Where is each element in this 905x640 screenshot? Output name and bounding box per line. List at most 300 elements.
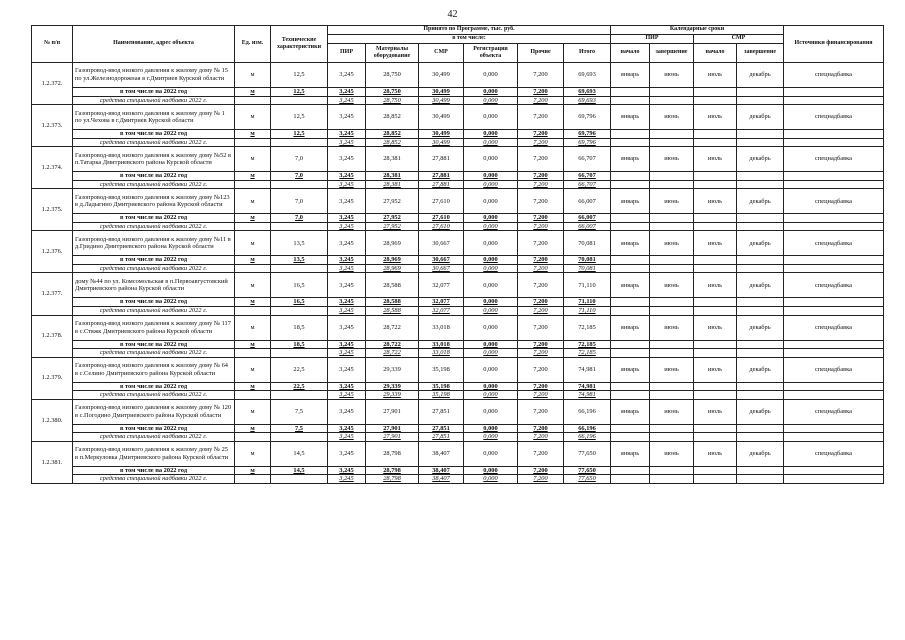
table-row — [32, 147, 884, 172]
pir-end-header: завершение — [650, 44, 694, 63]
other-cell: 7,200 — [518, 138, 564, 147]
unit-cell: м — [235, 382, 271, 391]
year-label: в том числе на 2022 год — [73, 172, 235, 181]
pir-end-cell: июнь — [650, 357, 694, 382]
surcharge-row — [32, 433, 884, 442]
mat-cell: 28,852 — [366, 130, 419, 139]
smr-cell: 27,610 — [419, 214, 464, 223]
smr-start-cell: июль — [694, 63, 737, 88]
other-cell: 7,200 — [518, 180, 564, 189]
mat-cell: 28,969 — [366, 264, 419, 273]
unit-cell: м — [235, 315, 271, 340]
pir-start-cell: январь — [611, 63, 650, 88]
mat-cell: 27,901 — [366, 424, 419, 433]
unit-cell: м — [235, 231, 271, 256]
pir-cell: 3,245 — [328, 256, 366, 265]
object-name: Газопровод-ввод низкого давления к жилому дому №52 в п.Татарка Дмитриевского района Курской области — [73, 147, 235, 172]
smr-end-cell: декабрь — [737, 231, 784, 256]
unit-cell: м — [235, 256, 271, 265]
smr-end-cell: декабрь — [737, 273, 784, 298]
total-cell: 70,081 — [564, 231, 611, 256]
table-row — [32, 105, 884, 130]
total-cell: 66,196 — [564, 399, 611, 424]
smr-cell: 35,198 — [419, 391, 464, 400]
total-cell: 66,707 — [564, 147, 611, 172]
object-name: Газопровод-ввод низкого давления к жилому дому № 1 по ул.Чехова в г.Дмитриев Курской области — [73, 105, 235, 130]
reg-cell: 0,000 — [464, 147, 518, 172]
smr-start-cell: июль — [694, 273, 737, 298]
total-cell: 66,007 — [564, 214, 611, 223]
source-cell: спецнадбавка — [784, 315, 884, 340]
other-cell: 7,200 — [518, 307, 564, 316]
smr-start-cell: июль — [694, 357, 737, 382]
pir-start-cell: январь — [611, 399, 650, 424]
pir-cell: 3,245 — [328, 264, 366, 273]
pir-start-cell: январь — [611, 315, 650, 340]
total-cell: 69,796 — [564, 105, 611, 130]
smr-cell: 30,667 — [419, 256, 464, 265]
smr-cell: 33,018 — [419, 340, 464, 349]
reg-cell: 0,000 — [464, 273, 518, 298]
reg-cell: 0,000 — [464, 441, 518, 466]
other-cell: 7,200 — [518, 357, 564, 382]
tech-cell: 13,5 — [271, 256, 328, 265]
smr-cell: 38,407 — [419, 466, 464, 475]
col-sources-header: Источники финансирования — [784, 26, 884, 63]
mat-cell: 27,901 — [366, 433, 419, 442]
tech-cell: 14,5 — [271, 466, 328, 475]
unit-cell: м — [235, 189, 271, 214]
mat-cell: 28,722 — [366, 315, 419, 340]
total-cell: 71,110 — [564, 273, 611, 298]
other-cell: 7,200 — [518, 189, 564, 214]
surcharge-label: средства специальной надбавки 2022 г. — [73, 222, 235, 231]
reg-cell: 0,000 — [464, 433, 518, 442]
reg-cell: 0,000 — [464, 231, 518, 256]
tech-cell: 22,5 — [271, 382, 328, 391]
tech-cell: 12,5 — [271, 88, 328, 97]
smr-end-cell: декабрь — [737, 315, 784, 340]
col-unit-header: Ед. изм. — [235, 26, 271, 63]
pir-cell: 3,245 — [328, 63, 366, 88]
total-cell: 74,981 — [564, 357, 611, 382]
other-cell: 7,200 — [518, 172, 564, 181]
other-cell: 7,200 — [518, 88, 564, 97]
year-label: в том числе на 2022 год — [73, 298, 235, 307]
total-cell: 77,650 — [564, 466, 611, 475]
row-number: 1.2.372. — [32, 63, 73, 105]
smr-start-cell: июль — [694, 189, 737, 214]
reg-cell: 0,000 — [464, 349, 518, 358]
total-cell: 77,650 — [564, 475, 611, 484]
pir-end-cell: июнь — [650, 231, 694, 256]
other-cell: 7,200 — [518, 130, 564, 139]
pir-cell: 3,245 — [328, 88, 366, 97]
table-body — [32, 63, 884, 484]
surcharge-label: средства специальной надбавки 2022 г. — [73, 96, 235, 105]
smr-end-cell: декабрь — [737, 105, 784, 130]
pir-cell: 3,245 — [328, 214, 366, 223]
total-cell: 72,185 — [564, 315, 611, 340]
total-cell: 74,981 — [564, 391, 611, 400]
pir-cell: 3,245 — [328, 138, 366, 147]
smr-cell: 32,077 — [419, 273, 464, 298]
smr-cell: 27,881 — [419, 147, 464, 172]
smr-cell: 27,851 — [419, 424, 464, 433]
tech-cell: 12,5 — [271, 105, 328, 130]
total-cell: 71,110 — [564, 307, 611, 316]
year-label: в том числе на 2022 год — [73, 256, 235, 265]
smr-cell: 32,077 — [419, 307, 464, 316]
other-cell: 7,200 — [518, 147, 564, 172]
tech-cell: 7,0 — [271, 147, 328, 172]
pir-cell: 3,245 — [328, 130, 366, 139]
smr-end-cell: декабрь — [737, 357, 784, 382]
reg-cell: 0,000 — [464, 189, 518, 214]
smr-cell: 27,881 — [419, 180, 464, 189]
surcharge-row — [32, 391, 884, 400]
mat-cell: 29,339 — [366, 382, 419, 391]
pir-cell: 3,245 — [328, 466, 366, 475]
other-cell: 7,200 — [518, 433, 564, 442]
reg-cell: 0,000 — [464, 399, 518, 424]
tech-cell: 22,5 — [271, 357, 328, 382]
unit-cell: м — [235, 298, 271, 307]
pir-end-cell: июнь — [650, 273, 694, 298]
row-number: 1.2.378. — [32, 315, 73, 357]
accepted-header: Принято по Программе, тыс. руб. — [328, 26, 611, 35]
smr-end-cell: декабрь — [737, 63, 784, 88]
total-cell: 66,707 — [564, 180, 611, 189]
other-cell: 7,200 — [518, 214, 564, 223]
other-cell: 7,200 — [518, 264, 564, 273]
reg-cell: 0,000 — [464, 391, 518, 400]
total-cell: 66,707 — [564, 172, 611, 181]
mat-cell: 27,952 — [366, 189, 419, 214]
total-cell: 72,185 — [564, 340, 611, 349]
reg-cell: 0,000 — [464, 130, 518, 139]
incl-header: в том числе: — [328, 35, 611, 44]
pir-end-cell: июнь — [650, 441, 694, 466]
year-subtotal-row — [32, 88, 884, 97]
tech-cell: 12,5 — [271, 63, 328, 88]
other-cell: 7,200 — [518, 222, 564, 231]
smr-cell: 38,407 — [419, 441, 464, 466]
object-name: Газопровод-ввод низкого давления к жилому дому № 25 в п.Меркуловка Дмитриевского района Курской области — [73, 441, 235, 466]
mat-cell: 28,722 — [366, 349, 419, 358]
pir-cell: 3,245 — [328, 105, 366, 130]
pir-start-cell: январь — [611, 189, 650, 214]
object-name: Газопровод-ввод низкого давления к жилому дому № 64 в с.Селино Дмитриевского района Курской области — [73, 357, 235, 382]
pir-end-cell: июнь — [650, 315, 694, 340]
surcharge-row — [32, 222, 884, 231]
source-cell: спецнадбавка — [784, 441, 884, 466]
smr-end-cell: декабрь — [737, 441, 784, 466]
year-label: в том числе на 2022 год — [73, 340, 235, 349]
pir-cell: 3,245 — [328, 189, 366, 214]
reg-cell: 0,000 — [464, 214, 518, 223]
pir-start-cell: январь — [611, 273, 650, 298]
col-registration-header: Регистрация объекта — [464, 44, 518, 63]
cal-pir-header: ПИР — [611, 35, 694, 44]
pir-cell: 3,245 — [328, 340, 366, 349]
tech-cell: 16,5 — [271, 273, 328, 298]
pir-cell: 3,245 — [328, 424, 366, 433]
other-cell: 7,200 — [518, 466, 564, 475]
mat-cell: 28,798 — [366, 475, 419, 484]
mat-cell: 28,722 — [366, 340, 419, 349]
other-cell: 7,200 — [518, 349, 564, 358]
object-name: дому №44 по ул. Комсомольская в п.Первоавгустовский Дмитриевского района Курской области — [73, 273, 235, 298]
mat-cell: 28,969 — [366, 256, 419, 265]
smr-cell: 30,499 — [419, 138, 464, 147]
tech-cell: 13,5 — [271, 231, 328, 256]
total-cell: 66,196 — [564, 424, 611, 433]
unit-cell: м — [235, 88, 271, 97]
reg-cell: 0,000 — [464, 340, 518, 349]
smr-cell: 38,407 — [419, 475, 464, 484]
mat-cell: 28,798 — [366, 441, 419, 466]
calendar-header: Календарные сроки — [611, 26, 784, 35]
smr-cell: 30,499 — [419, 105, 464, 130]
col-tech-header: Технические характеристики — [271, 26, 328, 63]
year-label: в том числе на 2022 год — [73, 88, 235, 97]
smr-cell: 30,499 — [419, 130, 464, 139]
total-cell: 66,007 — [564, 222, 611, 231]
tech-cell: 18,5 — [271, 340, 328, 349]
pir-start-cell: январь — [611, 231, 650, 256]
total-cell: 69,693 — [564, 63, 611, 88]
pir-cell: 3,245 — [328, 441, 366, 466]
table-header — [32, 26, 884, 63]
row-number: 1.2.380. — [32, 399, 73, 441]
reg-cell: 0,000 — [464, 475, 518, 484]
pir-cell: 3,245 — [328, 172, 366, 181]
other-cell: 7,200 — [518, 399, 564, 424]
total-cell: 69,796 — [564, 138, 611, 147]
surcharge-row — [32, 264, 884, 273]
source-cell: спецнадбавка — [784, 399, 884, 424]
reg-cell: 0,000 — [464, 298, 518, 307]
table-row — [32, 357, 884, 382]
smr-start-cell: июль — [694, 399, 737, 424]
unit-cell: м — [235, 399, 271, 424]
reg-cell: 0,000 — [464, 264, 518, 273]
pir-cell: 3,245 — [328, 433, 366, 442]
pir-end-cell: июнь — [650, 147, 694, 172]
reg-cell: 0,000 — [464, 180, 518, 189]
tech-cell: 7,0 — [271, 214, 328, 223]
year-label: в том числе на 2022 год — [73, 382, 235, 391]
object-name: Газопровод-ввод низкого давления к жилому дому № 117 в с.Стяжк Дмитриевского района Курской области — [73, 315, 235, 340]
surcharge-row — [32, 138, 884, 147]
smr-start-cell: июль — [694, 231, 737, 256]
surcharge-label: средства специальной надбавки 2022 г. — [73, 349, 235, 358]
col-total-header: Итого — [564, 44, 611, 63]
surcharge-row — [32, 180, 884, 189]
table-row — [32, 231, 884, 256]
other-cell: 7,200 — [518, 424, 564, 433]
object-name: Газопровод-ввод низкого давления к жилому дому №11 в д.Гридино Дмитриевского района Курской области — [73, 231, 235, 256]
total-cell: 70,081 — [564, 264, 611, 273]
pir-start-header: начало — [611, 44, 650, 63]
pir-cell: 3,245 — [328, 231, 366, 256]
smr-cell: 35,198 — [419, 382, 464, 391]
tech-cell: 7,5 — [271, 424, 328, 433]
total-cell: 66,007 — [564, 189, 611, 214]
source-cell: спецнадбавка — [784, 273, 884, 298]
mat-cell: 27,952 — [366, 214, 419, 223]
object-name: Газопровод-ввод низкого давления к жилому дому № 15 по ул.Железнодорожная в г.Дмитриев Курской области — [73, 63, 235, 88]
source-cell: спецнадбавка — [784, 231, 884, 256]
total-cell: 74,981 — [564, 382, 611, 391]
pir-cell: 3,245 — [328, 475, 366, 484]
program-table — [31, 25, 884, 484]
table-row — [32, 399, 884, 424]
year-subtotal-row — [32, 172, 884, 181]
smr-cell: 32,077 — [419, 298, 464, 307]
smr-cell: 30,667 — [419, 264, 464, 273]
smr-end-cell: декабрь — [737, 147, 784, 172]
surcharge-label: средства специальной надбавки 2022 г. — [73, 264, 235, 273]
tech-cell: 7,0 — [271, 172, 328, 181]
mat-cell: 28,588 — [366, 298, 419, 307]
total-cell: 70,081 — [564, 256, 611, 265]
other-cell: 7,200 — [518, 63, 564, 88]
mat-cell: 28,852 — [366, 105, 419, 130]
reg-cell: 0,000 — [464, 307, 518, 316]
other-cell: 7,200 — [518, 441, 564, 466]
unit-cell: м — [235, 172, 271, 181]
mat-cell: 27,952 — [366, 222, 419, 231]
pir-cell: 3,245 — [328, 96, 366, 105]
smr-cell: 27,851 — [419, 433, 464, 442]
year-subtotal-row — [32, 424, 884, 433]
reg-cell: 0,000 — [464, 88, 518, 97]
total-cell: 72,185 — [564, 349, 611, 358]
other-cell: 7,200 — [518, 391, 564, 400]
pir-cell: 3,245 — [328, 315, 366, 340]
surcharge-label: средства специальной надбавки 2022 г. — [73, 138, 235, 147]
pir-start-cell: январь — [611, 147, 650, 172]
surcharge-label: средства специальной надбавки 2022 г. — [73, 475, 235, 484]
reg-cell: 0,000 — [464, 138, 518, 147]
smr-end-cell: декабрь — [737, 399, 784, 424]
pir-end-cell: июнь — [650, 399, 694, 424]
total-cell: 71,110 — [564, 298, 611, 307]
smr-cell: 27,610 — [419, 222, 464, 231]
mat-cell: 28,750 — [366, 88, 419, 97]
smr-cell: 33,018 — [419, 315, 464, 340]
year-label: в том числе на 2022 год — [73, 130, 235, 139]
tech-cell: 18,5 — [271, 315, 328, 340]
year-subtotal-row — [32, 256, 884, 265]
pir-cell: 3,245 — [328, 307, 366, 316]
reg-cell: 0,000 — [464, 63, 518, 88]
row-number: 1.2.376. — [32, 231, 73, 273]
page-number: 42 — [447, 9, 458, 20]
smr-end-cell: декабрь — [737, 189, 784, 214]
smr-end-header: завершение — [737, 44, 784, 63]
total-cell: 66,196 — [564, 433, 611, 442]
reg-cell: 0,000 — [464, 256, 518, 265]
year-subtotal-row — [32, 340, 884, 349]
tech-cell: 16,5 — [271, 298, 328, 307]
row-number: 1.2.377. — [32, 273, 73, 315]
row-number: 1.2.373. — [32, 105, 73, 147]
pir-end-cell: июнь — [650, 105, 694, 130]
col-smr-header: СМР — [419, 44, 464, 63]
total-cell: 69,796 — [564, 130, 611, 139]
col-name-header: Наименование, адрес объекта — [73, 26, 235, 63]
unit-cell: м — [235, 466, 271, 475]
unit-cell: м — [235, 130, 271, 139]
total-cell: 69,693 — [564, 96, 611, 105]
reg-cell: 0,000 — [464, 466, 518, 475]
year-subtotal-row — [32, 466, 884, 475]
source-cell: спецнадбавка — [784, 63, 884, 88]
other-cell: 7,200 — [518, 298, 564, 307]
pir-start-cell: январь — [611, 105, 650, 130]
mat-cell: 28,381 — [366, 180, 419, 189]
mat-cell: 28,798 — [366, 466, 419, 475]
total-cell: 77,650 — [564, 441, 611, 466]
unit-cell: м — [235, 340, 271, 349]
pir-end-cell: июнь — [650, 63, 694, 88]
surcharge-label: средства специальной надбавки 2022 г. — [73, 391, 235, 400]
other-cell: 7,200 — [518, 231, 564, 256]
year-subtotal-row — [32, 382, 884, 391]
reg-cell: 0,000 — [464, 105, 518, 130]
pir-cell: 3,245 — [328, 180, 366, 189]
table-row — [32, 441, 884, 466]
mat-cell: 28,969 — [366, 231, 419, 256]
smr-start-cell: июль — [694, 147, 737, 172]
other-cell: 7,200 — [518, 315, 564, 340]
smr-cell: 30,499 — [419, 88, 464, 97]
unit-cell: м — [235, 105, 271, 130]
tech-cell: 7,0 — [271, 189, 328, 214]
mat-cell: 28,381 — [366, 172, 419, 181]
unit-cell: м — [235, 357, 271, 382]
other-cell: 7,200 — [518, 105, 564, 130]
pir-cell: 3,245 — [328, 222, 366, 231]
table-row — [32, 315, 884, 340]
source-cell: спецнадбавка — [784, 147, 884, 172]
unit-cell: м — [235, 273, 271, 298]
smr-cell: 27,851 — [419, 399, 464, 424]
source-cell: спецнадбавка — [784, 357, 884, 382]
cal-smr-header: СМР — [694, 35, 784, 44]
tech-cell: 12,5 — [271, 130, 328, 139]
object-name: Газопровод-ввод низкого давления к жилому дому № 120 в с.Погодино Дмитриевского района Курской области — [73, 399, 235, 424]
year-subtotal-row — [32, 130, 884, 139]
object-name: Газопровод-ввод низкого давления к жилому дому №123 в д.Ладыгино Дмитриевского района Курской области — [73, 189, 235, 214]
smr-cell: 27,610 — [419, 189, 464, 214]
surcharge-label: средства специальной надбавки 2022 г. — [73, 433, 235, 442]
smr-cell: 35,198 — [419, 357, 464, 382]
table-row — [32, 63, 884, 88]
smr-cell: 30,499 — [419, 63, 464, 88]
pir-cell: 3,245 — [328, 273, 366, 298]
pir-cell: 3,245 — [328, 399, 366, 424]
reg-cell: 0,000 — [464, 315, 518, 340]
surcharge-row — [32, 307, 884, 316]
mat-cell: 28,588 — [366, 307, 419, 316]
total-cell: 69,693 — [564, 88, 611, 97]
mat-cell: 29,339 — [366, 357, 419, 382]
mat-cell: 28,852 — [366, 138, 419, 147]
